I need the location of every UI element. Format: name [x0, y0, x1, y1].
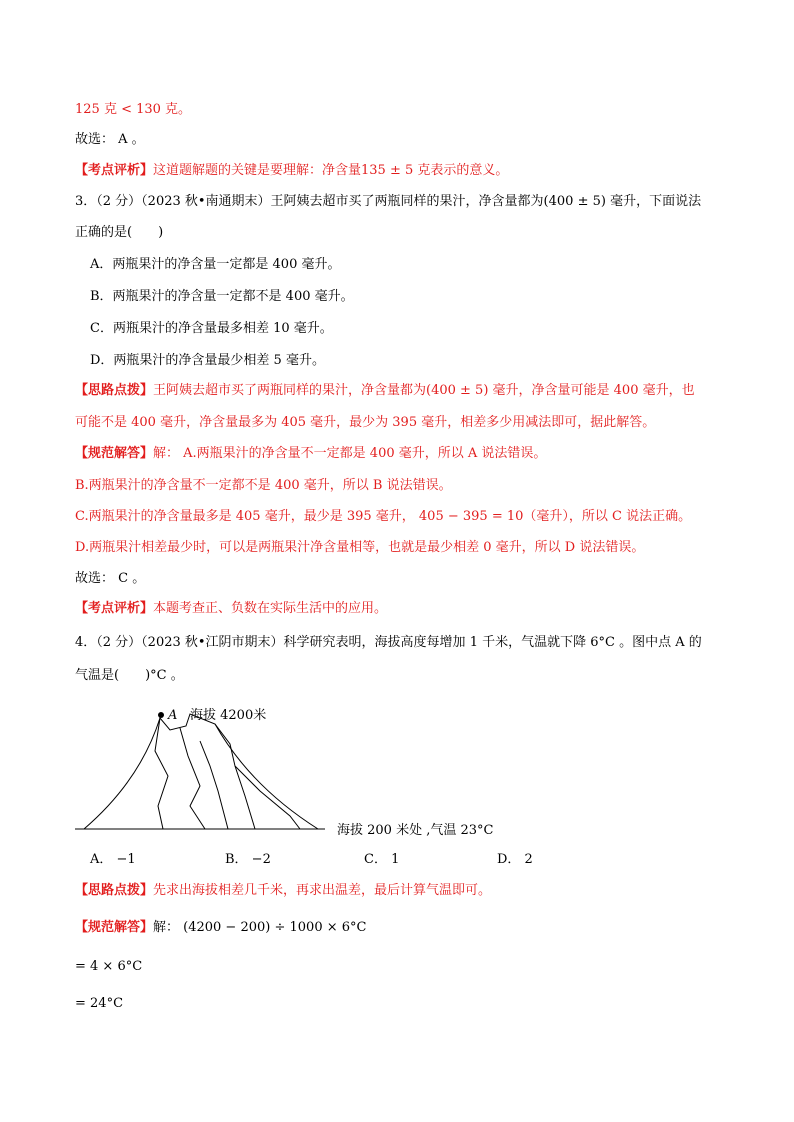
mountain-figure — [0, 696, 794, 846]
question-4-option-c: C． 1 — [364, 852, 400, 867]
question-3-evaluation — [75, 600, 387, 618]
question-3-solution-line-2: B.两瓶果汁的净含量不一定都不是 400 毫升，所以 B 说法错误。 — [75, 478, 452, 493]
question-3-option-c: C．两瓶果汁的净含量最多相差 10 毫升。 — [90, 321, 333, 336]
mountain-outline — [84, 714, 318, 829]
question-3-solution-line-3: C.两瓶果汁的净含量最多是 405 毫升，最少是 395 毫升， 405 − 395 = 10（毫升），所以 C 说法正确。 — [75, 509, 692, 524]
evaluation-tag: 【考点评析】 — [75, 601, 154, 616]
question-4-hint — [75, 882, 491, 900]
hint-tag: 【思路点拨】 — [75, 383, 154, 398]
question-4-option-d: D． 2 — [497, 852, 533, 867]
evaluation-text: 本题考查正、负数在实际生活中的应用。 — [153, 601, 388, 616]
question-3-choice: 故选： C 。 — [75, 571, 146, 586]
base-altitude-label: 海拔 200 米处 ,气温 23°C — [337, 823, 494, 838]
question-3-hint-line-1 — [75, 382, 695, 400]
summit-altitude-label: 海拔 4200米 — [190, 708, 267, 723]
question-4-line-1: 4．（2 分）（2023 秋•江阴市期末）科学研究表明，海拔高度每增加 1 千米，气温就下降 6°C 。图中点 A 的 — [75, 635, 702, 650]
question-3-option-b: B．两瓶果汁的净含量一定都不是 400 毫升。 — [90, 289, 354, 304]
evaluation-text: 这道题解题的关键是要理解：净含量135 ± 5 克表示的意义。 — [153, 163, 509, 178]
question-3-hint-line-2: 可能不是 400 毫升，净含量最多为 405 毫升，最少为 395 毫升，相差多少用减法即可，据此解答。 — [75, 415, 656, 430]
choice-line: 故选： A 。 — [75, 132, 145, 147]
hint-text: 先求出海拔相差几千米，再求出温差，最后计算气温即可。 — [153, 883, 492, 898]
solution-text: 解： A.两瓶果汁的净含量不一定都是 400 毫升，所以 A 说法错误。 — [153, 446, 547, 461]
evaluation-line — [75, 162, 508, 180]
evaluation-tag: 【考点评析】 — [75, 163, 154, 178]
hint-tag: 【思路点拨】 — [75, 883, 154, 898]
question-4-line-2: 气温是( )°C 。 — [75, 668, 184, 683]
question-4-option-a: A． −1 — [90, 852, 136, 867]
question-4-solution-line-1 — [75, 919, 366, 937]
solution-tag: 【规范解答】 — [75, 920, 154, 935]
solution-text: 解： (4200 − 200) ÷ 1000 × 6°C — [153, 920, 367, 935]
question-3-solution-line-1 — [75, 445, 546, 463]
question-3-solution-line-4: D.两瓶果汁相差最少时，可以是两瓶果汁净含量相等，也就是最少相差 0 毫升，所以 D 说法错误。 — [75, 540, 645, 555]
question-4-solution-line-2: = 4 × 6°C — [75, 959, 143, 974]
hint-text: 王阿姨去超市买了两瓶同样的果汁，净含量都为(400 ± 5) 毫升，净含量可能是 400 毫升，也 — [153, 383, 695, 398]
mountain-ridge-3 — [215, 724, 255, 829]
question-4-option-b: B． −2 — [225, 852, 271, 867]
mountain-ridge-4 — [200, 741, 228, 829]
question-3-line-2: 正确的是( ) — [75, 225, 164, 240]
solution-tag: 【规范解答】 — [75, 446, 154, 461]
question-3-option-d: D．两瓶果汁的净含量最少相差 5 毫升。 — [90, 353, 325, 368]
point-a-label: A — [168, 708, 178, 723]
mountain-ridge-5 — [235, 766, 300, 829]
mountain-ridge-1 — [155, 718, 168, 829]
question-3-option-a: A．两瓶果汁的净含量一定都是 400 毫升。 — [90, 257, 341, 272]
answer-line: 125 克 < 130 克。 — [75, 102, 192, 117]
question-4-solution-line-3: = 24°C — [75, 996, 124, 1011]
question-3-line-1: 3．（2 分）（2023 秋•南通期末）王阿姨去超市买了两瓶同样的果汁，净含量都为(400 ± 5) 毫升，下面说法 — [75, 194, 702, 209]
point-a-dot — [158, 712, 164, 718]
